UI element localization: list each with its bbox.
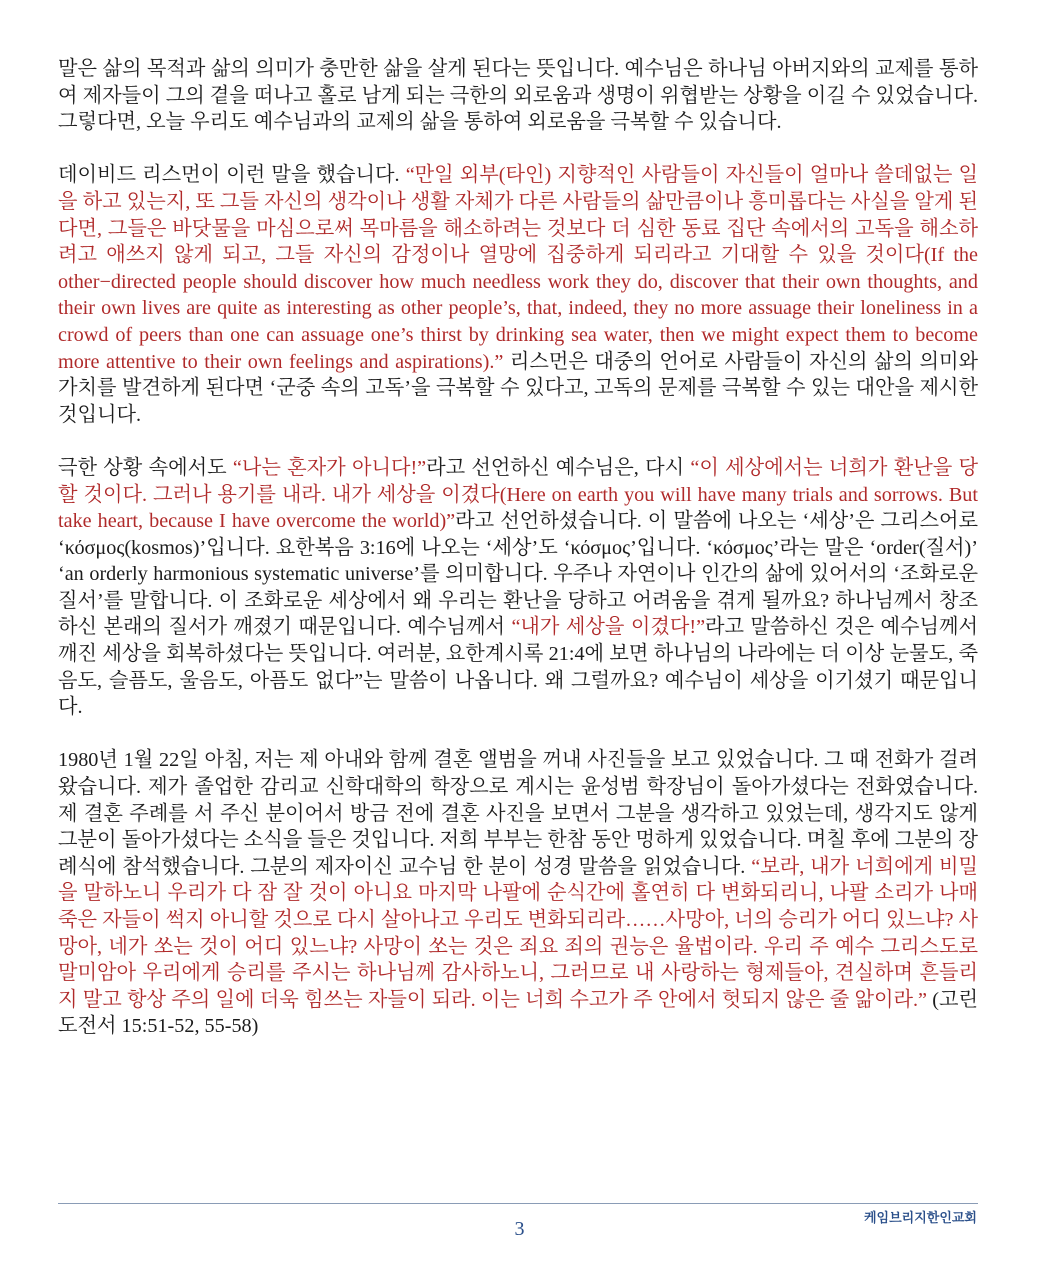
paragraph-3-text-3: 라고 선언하셨습니다. 이 말씀에 나오는 ‘세상’은 그리스어로 ‘κόσμος(kosmos)’입니다. 요한복음 3:16에 나오는 ‘세상’도 ‘κόσμος’입니다. ‘κόσμος’라는 말은 ‘order(질서)’ ‘an orderly harmonious systematic universe’를 의미합니다. 우주나 자연이나 인간의 삶에 있어서의 ‘조화로운 질서’를 말합니다. 이 조화로운 세상에서 왜 우리는 환난을 당하고 어려움을 겪게 될까요? 하나님께서 창조하신 본래의 질서가 깨졌기 때문입니다. 예수님께서 [58,510,978,639]
footer-divider [58,1203,978,1204]
paragraph-4-citation: (고린도전서 15:51-52, 55-58) [58,988,978,1038]
paragraph-4-text-1: 1980년 1월 22일 아침, 저는 제 아내와 함께 결혼 앨범을 꺼내 사진들을 보고 있었습니다. 그 때 전화가 걸려 왔습니다. 제가 졸업한 감리교 신학대학의 학장으로 계시는 윤성범 학장님이 돌아가셨다는 전화였습니다. 제 결혼 주례를 서 주신 분이어서 방금 전에 결혼 사진을 보면서 그분을 생각하고 있었는데, 생각지도 않게 그분이 돌아가셨다는 소식을 들은 것입니다. 저희 부부는 한참 동안 멍하게 있었습니다. 며칠 후에 그분의 장례식에 참석했습니다. 그분의 제자이신 교수님 한 분이 성경 말씀을 읽었습니다. [58,749,978,878]
paragraph-2-rest: 리스먼은 대중의 언어로 사람들이 자신의 삶의 의미와 가치를 발견하게 된다면 ‘군중 속의 고독’을 극복할 수 있다고, 고독의 문제를 극복할 수 있는 대안을 제시한 것입니다. [58,350,978,426]
paragraph-3 [58,455,978,721]
paragraph-3-text-1: 극한 상황 속에서도 [58,456,233,479]
paragraph-2 [58,162,978,428]
paragraph-2-intro: 데이비드 리스먼이 이런 말을 했습니다. [58,164,406,187]
riesman-quote: “만일 외부(타인) 지향적인 사람들이 자신들이 얼마나 쓸데없는 일을 하고 있는지, 또 그들 자신의 생각이나 생활 자체가 다른 사람들의 삶만큼이나 흥미롭다는 사실을 알게 된다면, 그들은 바닷물을 마심으로써 목마름을 해소하려는 것보다 더 심한 동료 집단 속에서의 고독을 해소하려고 애쓰지 않게 되고, 그들 자신의 감정이나 열망에 집중하게 되리라고 기대할 수 있을 것이다(If the other−directed people should discover how much needless work they do, discover that their own thoughts, and their own lives are quite as interesting as other people’s, that, indeed, they no more assuage their loneliness in a crowd of peers than one can assuage one’s thirst by drinking sea water, then we might expect them to become more attentive to their own feelings and aspirations).” [58,164,978,373]
church-name: 케임브리지한인교회 [863,1211,977,1226]
paragraph-3-text-2: 라고 선언하신 예수님은, 다시 [426,456,691,479]
document-body [58,56,978,1040]
page-number: 3 [514,1218,525,1240]
quote-not-alone: “나는 혼자가 아니다!” [232,456,427,479]
quote-i-have-overcome: “내가 세상을 이겼다!” [511,616,706,639]
paragraph-1: 말은 삶의 목적과 삶의 의미가 충만한 삶을 살게 된다는 뜻입니다. 예수님은 하나님 아버지와의 교제를 통하여 제자들이 그의 곁을 떠나고 홀로 남게 되는 극한의 외로움과 생명이 위협받는 상황을 이길 수 있었습니다. 그렇다면, 오늘 우리도 예수님과의 교제의 삶을 통하여 외로움을 극복할 수 있습니다. [58,58,978,134]
quote-overcome-world: “이 세상에서는 너희가 환난을 당할 것이다. 그러나 용기를 내라. 내가 세상을 이겼다(Here on earth you will have many trials and sorrows. But take heart, because I have overcome the world)” [58,456,979,533]
corinthians-quote: “보라, 내가 너희에게 비밀을 말하노니 우리가 다 잠 잘 것이 아니요 마지막 나팔에 순식간에 홀연히 다 변화되리니, 나팔 소리가 나매 죽은 자들이 썩지 아니할 것으로 다시 살아나고 우리도 변화되리라……사망아, 너의 승리가 어디 있느냐? 사망아, 네가 쏘는 것이 어디 있느냐? 사망이 쏘는 것은 죄요 죄의 권능은 율법이라. 우리 주 예수 그리스도로 말미암아 우리에게 승리를 주시는 하나님께 감사하노니, 그러므로 내 사랑하는 형제들아, 견실하며 흔들리지 말고 항상 주의 일에 더욱 힘쓰는 자들이 되라. 이는 너희 수고가 주 안에서 헛되지 않은 줄 앎이라.” [58,855,978,1011]
paragraph-3-text-4: 라고 말씀하신 것은 예수님께서 깨진 세상을 회복하셨다는 뜻입니다. 여러분, 요한계시록 21:4에 보면 하나님의 나라에는 더 이상 눈물도, 죽음도, 슬픔도, 울음도, 아픔도 없다”는 말씀이 나옵니다. 왜 그럴까요? 예수님이 세상을 이기셨기 때문입니다. [58,616,978,719]
paragraph-4 [58,747,978,1040]
